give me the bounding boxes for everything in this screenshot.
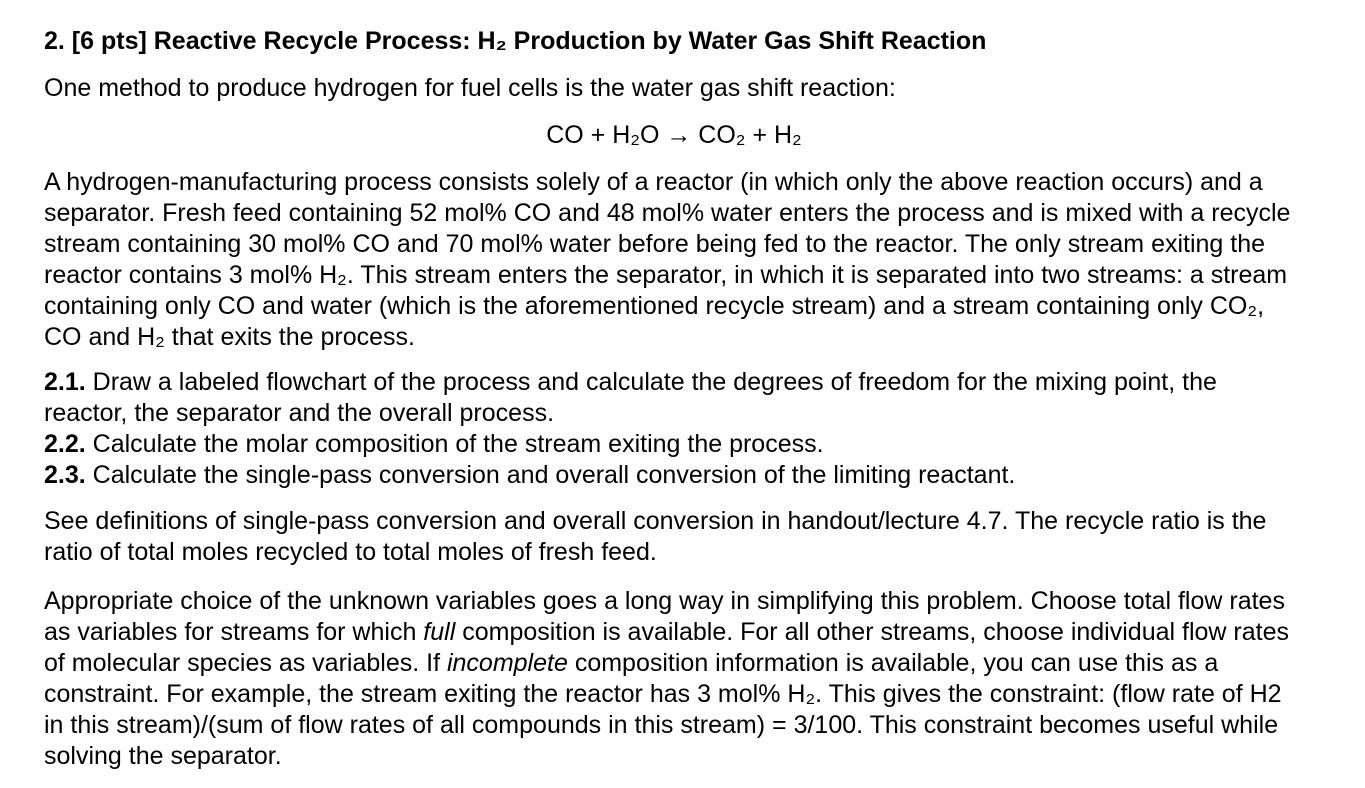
question-text: Draw a labeled flowchart of the process and calculate the degrees of freedom for the mixing point, the reactor, the separator and the overall process. [44, 368, 1217, 427]
advice-text-2: composition is available. For all other streams, choose individual flow rates of molecular species as variables. If [44, 618, 1289, 677]
definitions-note: See definitions of single-pass conversion and overall conversion in handout/lecture 4.7. The recycle ratio is the ratio of total moles recycled to total moles of fresh feed. [44, 507, 1267, 566]
problem-title: 2. [6 pts] Reactive Recycle Process: H₂ Production by Water Gas Shift Reaction [44, 27, 987, 55]
problem-intro: One method to produce hydrogen for fuel cells is the water gas shift reaction: [44, 74, 896, 102]
advice-paragraph [44, 586, 1304, 772]
question-text: Calculate the molar composition of the stream exiting the process. [85, 430, 824, 458]
advice-emphasis-full: full [423, 618, 456, 646]
advice-text-1: Appropriate choice of the unknown variables goes a long way in simplifying this problem. Choose total flow rates as variables for streams for which [44, 587, 1285, 646]
question-number: 2.2. [44, 430, 86, 458]
reaction-equation: CO + H₂O → CO₂ + H₂ [546, 121, 802, 149]
advice-text-3: composition information is available, you can use this as a constraint. For example, the stream exiting the reactor has 3 mol% H₂. This gives the constraint: (flow rate of H2 in this stream)/(sum of flow rates of all compounds in this stream) = 3/100. This constraint becomes useful while solving the separator. [44, 649, 1282, 770]
question-item [44, 460, 1304, 491]
question-list [44, 367, 1365, 491]
process-description: A hydrogen-manufacturing process consists solely of a reactor (in which only the above reaction occurs) and a separator. Fresh feed containing 52 mol% CO and 48 mol% water enters the process and is mixed with a recycle stream containing 30 mol% CO and 70 mol% water before being fed to the reactor. The only stream exiting the reactor contains 3 mol% H₂. This stream enters the separator, in which it is separated into two streams: a stream containing only CO and water (which is the aforementioned recycle stream) and a stream containing only CO₂, CO and H₂ that exits the process. [44, 168, 1291, 351]
question-item [44, 429, 1304, 460]
question-item [44, 367, 1304, 429]
question-text: Calculate the single-pass conversion and overall conversion of the limiting reactant. [85, 461, 1016, 489]
question-number: 2.3. [44, 461, 86, 489]
advice-emphasis-incomplete: incomplete [446, 649, 568, 677]
question-number: 2.1. [44, 368, 86, 396]
